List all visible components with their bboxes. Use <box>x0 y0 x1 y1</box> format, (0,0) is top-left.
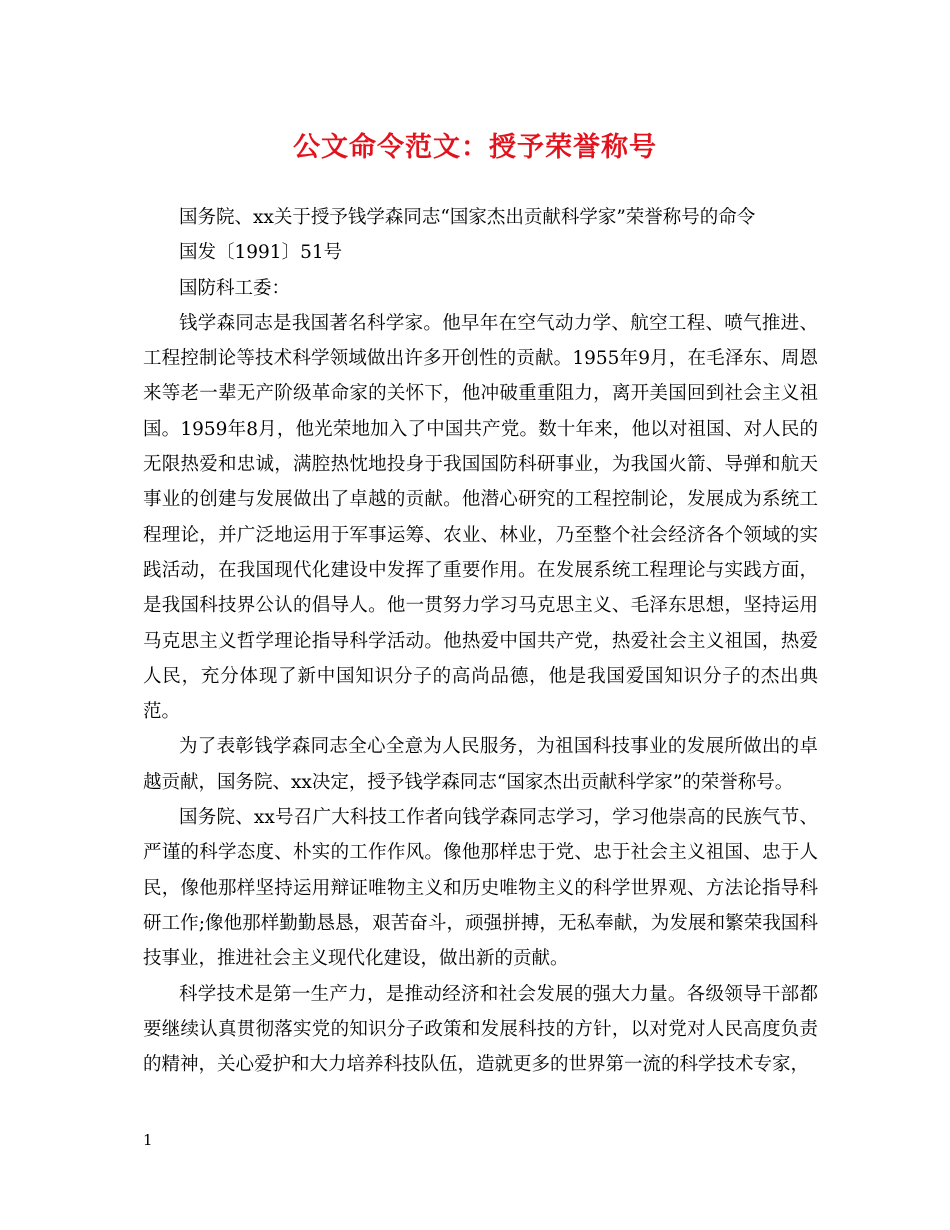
document-number: 国发〔1991〕51号 <box>179 242 343 264</box>
paragraph-science-technology: 科学技术是第一生产力，是推动经济和社会发展的强大力量。各级领导干部都要继续认真贯彻落实党的知识分子政策和发展科技的方针，以对党对人民高度负责的精神，关心爱护和大力培养科技队伍，造就更多的世界第一流的科学技术专家， <box>143 983 818 1076</box>
paragraph-decision: 为了表彰钱学森同志全心全意为人民服务，为祖国科技事业的发展所做出的卓越贡献，国务院、xx决定，授予钱学森同志“国家杰出贡献科学家”的荣誉称号。 <box>143 736 818 793</box>
recipient-line: 国防科工委： <box>179 277 291 299</box>
paragraph-biography: 钱学森同志是我国著名科学家。他早年在空气动力学、航空工程、喷气推进、工程控制论等技术科学领域做出许多开创性的贡献。1955年9月，在毛泽东、周恩来等老一辈无产阶级革命家的关怀下，他冲破重重阻力，离开美国回到社会主义祖国。1959年8月，他光荣地加入了中国共产党。数十年来，他以对祖国、对人民的无限热爱和忠诚，满腔热忱地投身于我国国防科研事业，为我国火箭、导弹和航天事业的创建与发展做出了卓越的贡献。他潜心研究的工程控制论，发展成为系统工程理论，并广泛地运用于军事运筹、农业、林业，乃至整个社会经济各个领域的实践活动，在我国现代化建设中发挥了重要作用。在发展系统工程理论与实践方面，是我国科技界公认的倡导人。他一贯努力学习马克思主义、毛泽东思想，坚持运用马克思主义哲学理论指导科学活动。他热爱中国共产党，热爱社会主义祖国，热爱人民，充分体现了新中国知识分子的高尚品德，他是我国爱国知识分子的杰出典范。 <box>143 312 818 723</box>
document-body <box>143 200 818 1082</box>
document-title: 公文命令范文：授予荣誉称号 <box>293 132 657 163</box>
order-heading: 国务院、xx关于授予钱学森同志“国家杰出贡献科学家”荣誉称号的命令 <box>179 207 756 228</box>
paragraph-call-to-learn: 国务院、xx号召广大科技工作者向钱学森同志学习，学习他崇高的民族气节、严谨的科学态度、朴实的工作作风。像他那样忠于党、忠于社会主义祖国、忠于人民，像他那样坚持运用辩证唯物主义和历史唯物主义的科学世界观、方法论指导科研工作;像他那样勤勤恳恳，艰苦奋斗，顽强拼搏，无私奉献，为发展和繁荣我国科技事业，推进社会主义现代化建设，做出新的贡献。 <box>143 807 818 970</box>
page-number: 1 <box>143 1131 153 1149</box>
